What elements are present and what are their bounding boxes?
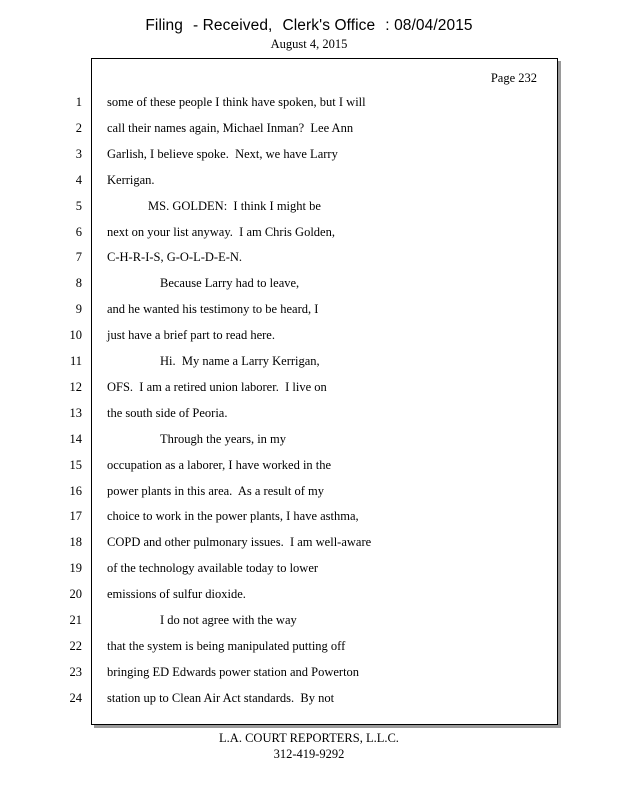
reporter-phone: 312-419-9292 bbox=[273, 747, 345, 761]
line-number: 23 bbox=[69, 665, 82, 679]
line-text: C-H-R-I-S, G-O-L-D-E-N. bbox=[107, 250, 243, 264]
line-number: 12 bbox=[69, 380, 82, 394]
line-number: 9 bbox=[75, 302, 82, 316]
line-text: Through the years, in my bbox=[160, 432, 287, 446]
line-number: 3 bbox=[75, 147, 82, 161]
line-text: Because Larry had to leave, bbox=[160, 276, 300, 290]
date-stamp: : 08/04/2015 bbox=[385, 17, 473, 34]
line-number: 1 bbox=[75, 95, 82, 109]
line-number: 20 bbox=[69, 587, 82, 601]
line-text: Kerrigan. bbox=[107, 173, 155, 187]
filing-label: Filing bbox=[145, 17, 183, 34]
line-number: 19 bbox=[69, 561, 82, 575]
line-text: emissions of sulfur dioxide. bbox=[107, 587, 246, 601]
line-text: station up to Clean Air Act standards. By not bbox=[107, 691, 335, 705]
received-label: - Received, bbox=[192, 17, 273, 34]
line-number: 10 bbox=[69, 328, 82, 342]
line-text: power plants in this area. As a result of my bbox=[107, 484, 324, 498]
line-number: 17 bbox=[69, 509, 82, 523]
line-text: some of these people I think have spoken, but I will bbox=[107, 95, 366, 109]
line-text: just have a brief part to read here. bbox=[107, 328, 275, 342]
line-number: 13 bbox=[69, 406, 82, 420]
line-number: 14 bbox=[69, 432, 82, 446]
line-text: that the system is being manipulated putting off bbox=[107, 639, 346, 653]
line-text: OFS. I am a retired union laborer. I live on bbox=[107, 380, 327, 394]
line-number: 7 bbox=[75, 250, 82, 264]
line-text: occupation as a laborer, I have worked in the bbox=[107, 458, 332, 472]
line-text: COPD and other pulmonary issues. I am well-aware bbox=[107, 535, 372, 549]
line-number: 2 bbox=[75, 121, 82, 135]
line-text: MS. GOLDEN: I think I might be bbox=[148, 199, 321, 213]
line-number: 8 bbox=[75, 276, 82, 290]
line-text: next on your list anyway. I am Chris Golden, bbox=[107, 225, 335, 239]
office-label: Clerk's Office bbox=[282, 17, 376, 34]
line-number: 21 bbox=[69, 613, 82, 627]
line-number: 4 bbox=[75, 173, 82, 187]
line-number: 24 bbox=[69, 691, 82, 705]
line-text: Hi. My name a Larry Kerrigan, bbox=[160, 354, 320, 368]
line-text: Garlish, I believe spoke. Next, we have Larry bbox=[107, 147, 338, 161]
hearing-date: August 4, 2015 bbox=[270, 37, 348, 51]
line-text: bringing ED Edwards power station and Powerton bbox=[107, 665, 360, 679]
line-number: 15 bbox=[69, 458, 82, 472]
line-text: and he wanted his testimony to be heard, I bbox=[107, 302, 319, 316]
line-text: I do not agree with the way bbox=[160, 613, 297, 627]
line-number: 11 bbox=[69, 354, 82, 368]
line-number: 18 bbox=[69, 535, 82, 549]
line-number: 22 bbox=[69, 639, 82, 653]
line-number: 5 bbox=[75, 199, 82, 213]
line-number: 16 bbox=[69, 484, 82, 498]
line-number: 6 bbox=[75, 225, 82, 239]
line-text: the south side of Peoria. bbox=[107, 406, 228, 420]
line-text: call their names again, Michael Inman? Lee Ann bbox=[107, 121, 354, 135]
filing-stamp bbox=[0, 17, 618, 35]
line-text: of the technology available today to lower bbox=[107, 561, 319, 575]
page-number: Page 232 bbox=[490, 71, 537, 85]
reporter-company: L.A. COURT REPORTERS, L.L.C. bbox=[219, 731, 399, 745]
line-text: choice to work in the power plants, I have asthma, bbox=[107, 509, 359, 523]
